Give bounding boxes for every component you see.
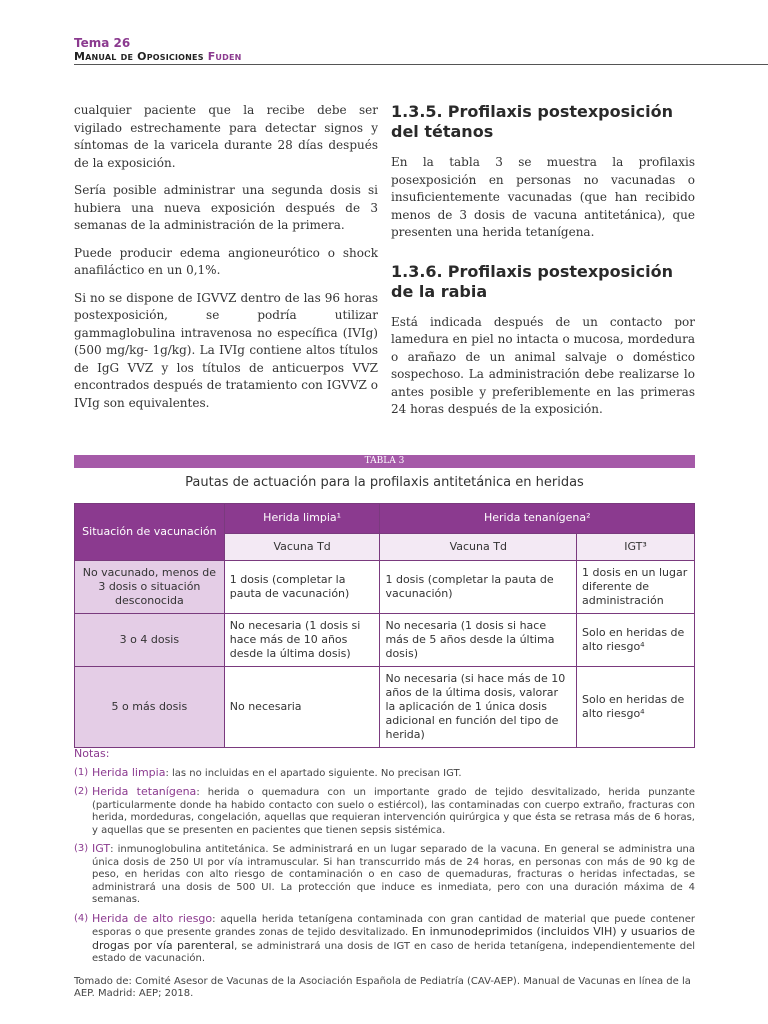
note-term: Herida limpia xyxy=(92,765,166,779)
note-number: (1) xyxy=(74,766,89,778)
manual-name: Manual de Oposiciones xyxy=(74,50,204,63)
header-clean-wound: Herida limpia¹ xyxy=(224,504,380,534)
cell-tet-td: 1 dosis (completar la pauta de vacunación) xyxy=(380,561,577,614)
paragraph: En la tabla 3 se muestra la profilaxis posexposición en personas no vacunadas o insuficientemente vacunadas (que han recibido menos de 3 dosis de vacuna antitetánica), que presenten una herida tetanígena. xyxy=(391,155,695,239)
cell-clean-td: 1 dosis (completar la pauta de vacunación) xyxy=(224,561,380,614)
note-text: : inmunoglobulina antitetánica. Se administrará en un lugar separado de la vacuna. En general se administra una única dosis de 250 UI por vía intramuscular. Si han transcurrido más de 24 horas, en personas con más de 90 kg de peso, en heridas con alto riesgo de contaminación o en caso de quemaduras, fracturas o heridas infectadas, se administrará una dosis de 500 UI. La protección que induce es inmediata, pero con una duración máxima de 4 semanas. xyxy=(92,844,695,905)
running-header xyxy=(74,36,242,64)
note-body xyxy=(92,843,695,907)
section-heading-tetanos xyxy=(391,102,695,142)
row-situation: 3 o 4 dosis xyxy=(75,614,225,667)
table-row xyxy=(75,614,695,667)
note-body xyxy=(92,767,695,781)
note-item xyxy=(74,786,695,837)
left-column xyxy=(74,102,378,422)
section-title: Profilaxis postexposición del tétanos xyxy=(391,102,673,141)
header-divider xyxy=(74,64,768,65)
note-number: (4) xyxy=(74,912,89,924)
table-row xyxy=(75,561,695,614)
note-term: IGT xyxy=(92,842,111,855)
note-text: : aquella herida tetanígena contaminada con gran cantidad de material que puede contener esporas o que presente grandes zonas de tejido desvitalizado. xyxy=(92,913,695,938)
brand-name: Fuden xyxy=(207,50,242,63)
note-item xyxy=(74,843,695,907)
paragraph: cualquier paciente que la recibe debe ser vigilado estrechamente para detectar signos y síntomas de la varicela durante 28 días después de la exposición. xyxy=(74,103,378,170)
table-caption: Pautas de actuación para la profilaxis antitetánica en heridas xyxy=(185,475,584,490)
source-citation: Tomado de: Comité Asesor de Vacunas de la Asociación Española de Pediatría (CAV-AEP). Manual de Vacunas en línea de la AEP. Madrid: AEP; 2018. xyxy=(74,975,691,999)
cell-clean-td: No necesaria (1 dosis si hace más de 10 años desde la última dosis) xyxy=(224,614,380,667)
note-text: : las no incluidas en el apartado siguiente. No precisan IGT. xyxy=(165,767,462,779)
section-number: 1.3.5. xyxy=(391,102,443,121)
table-notes xyxy=(74,748,695,1001)
chapter-label: Tema 26 xyxy=(74,36,131,50)
table-row xyxy=(75,667,695,748)
note-item xyxy=(74,913,695,966)
header-tetanigenic-wound: Herida tenanígena² xyxy=(380,504,695,534)
manual-title xyxy=(74,50,242,64)
section-number: 1.3.6. xyxy=(391,261,443,281)
subheader-clean-td: Vacuna Td xyxy=(224,533,380,560)
note-term: Herida tetanígena xyxy=(92,785,197,798)
section-title: Profilaxis postexposición de la rabia xyxy=(391,261,673,301)
note-number: (2) xyxy=(74,786,89,797)
cell-tet-td: No necesaria (si hace más de 10 años de la última dosis, valorar la aplicación de 1 única dosis adicional en función del tipo de herida) xyxy=(380,667,577,748)
cell-tet-igt: Solo en heridas de alto riesgo⁴ xyxy=(577,667,695,748)
table-banner: TABLA 3 xyxy=(74,455,695,468)
paragraph: Está indicada después de un contacto por lamedura en piel no intacta o mucosa, mordedura o arañazo de un animal salvaje o doméstico sospechoso. La administración debe realizarse lo antes posible y preferiblemente en las primeras 24 horas después de la exposición. xyxy=(391,314,695,416)
cell-tet-igt: 1 dosis en un lugar diferente de administración xyxy=(577,561,695,614)
notes-title: Notas: xyxy=(74,747,110,760)
right-column xyxy=(391,102,695,429)
note-body xyxy=(92,913,695,966)
tetanus-prophylaxis-table xyxy=(74,503,695,748)
header-situation: Situación de vacunación xyxy=(75,504,225,561)
paragraph: Puede producir edema angioneurótico o shock anafiláctico en un 0,1%. xyxy=(74,245,378,277)
note-body xyxy=(92,786,695,837)
note-text: : herida o quemadura con un importante grado de tejido desvitalizado, herida punzante (particularmente donde ha habido contacto con suelo o estiércol), las contaminadas con cuerpo extraño, fracturas con herida, mordeduras, congelación, aquellas que requieran intervención quirúrgica y que ésta se retrasa más de 6 horas, y aquellas que se presenten en pacientes que tienen sepsis sistémica. xyxy=(92,787,696,836)
note-item xyxy=(74,767,695,781)
section-heading-rabia xyxy=(391,262,695,302)
row-situation: 5 o más dosis xyxy=(75,667,225,748)
cell-tet-igt: Solo en heridas de alto riesgo⁴ xyxy=(577,614,695,667)
row-situation: No vacunado, menos de 3 dosis o situación desconocida xyxy=(75,561,225,614)
cell-tet-td: No necesaria (1 dosis si hace más de 5 años desde la última dosis) xyxy=(380,614,577,667)
note-emphasis: En inmunodeprimidos (incluidos VIH) y usuarios de drogas por vía parenteral xyxy=(92,925,695,952)
note-text: , se administrará una dosis de IGT en caso de herida tetanígena, independientemente del estado de vacunación. xyxy=(92,940,695,964)
note-number: (3) xyxy=(74,843,89,854)
note-term: Herida de alto riesgo xyxy=(92,911,213,925)
cell-clean-td: No necesaria xyxy=(224,667,380,748)
subheader-tet-igt: IGT³ xyxy=(577,533,695,560)
paragraph: Sería posible administrar una segunda dosis si hubiera una nueva exposición después de 3 semanas de la administración de la primera. xyxy=(74,183,378,232)
paragraph: Si no se dispone de IGVVZ dentro de las 96 horas postexposición, se podría utilizar gammaglobulina intravenosa no específica (IVIg) (500 mg/kg- 1g/kg). La IVIg contiene altos títulos de IgG VVZ y los títulos de anticuerpos VVZ encontrados después de tratamiento con IGVVZ o IVIg son equivalentes. xyxy=(74,290,378,410)
table-header-row xyxy=(75,504,695,534)
subheader-tet-td: Vacuna Td xyxy=(380,533,577,560)
